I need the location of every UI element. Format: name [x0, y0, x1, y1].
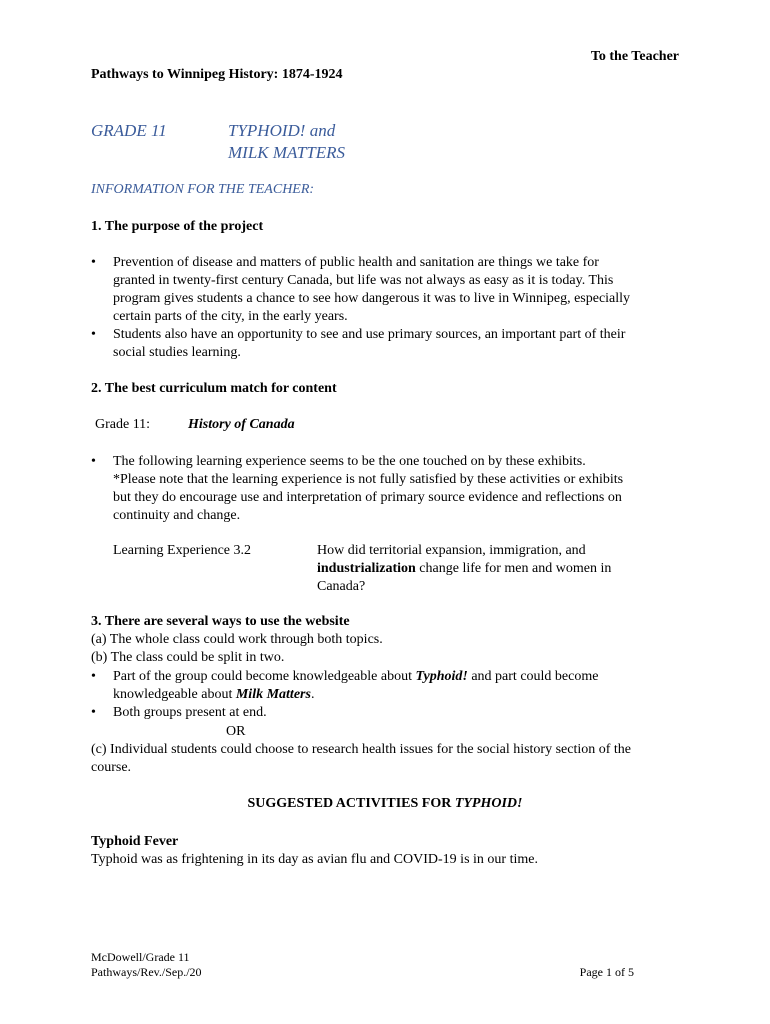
list-item: [91, 453, 681, 525]
footer-left: [91, 950, 202, 980]
section1-bullets: [91, 254, 681, 362]
text-line: Students also have an opportunity to see and use primary sources, an important part of their: [113, 327, 626, 342]
bullet-icon: •: [91, 705, 96, 720]
section2-heading: 2. The best curriculum match for content: [91, 381, 337, 396]
list-item: [91, 668, 681, 704]
topic-title-line1: TYPHOID! and: [228, 121, 336, 140]
typhoid-text: Typhoid was as frightening in its day as avian flu and COVID-19 is in our time.: [91, 852, 538, 867]
text-fragment: and part could become: [467, 669, 599, 684]
typhoid-heading: Typhoid Fever: [91, 834, 179, 849]
bullet-icon: •: [91, 255, 96, 270]
text-line: [317, 560, 677, 578]
list-item: [91, 254, 681, 326]
text-line: The following learning experience seems to be the one touched on by these exhibits.: [113, 454, 586, 469]
text-line: certain parts of the city, in the early years.: [113, 309, 348, 324]
header-right: To the Teacher: [590, 49, 679, 64]
learning-experience-text: [317, 542, 677, 596]
text-line: but they do encourage use and interpretation of primary source evidence and reflections on: [113, 490, 622, 505]
grade-label: Grade 11:: [95, 417, 151, 432]
text-line: *Please note that the learning experience is not fully satisfied by these activities or exhibits: [113, 472, 624, 487]
text-line: [113, 686, 681, 704]
section3-bullets: [91, 668, 681, 722]
text-fragment: change life for men and women in: [415, 561, 612, 576]
emphasis: Milk Matters: [235, 687, 311, 702]
info-heading: INFORMATION FOR THE TEACHER:: [91, 182, 315, 197]
grade-title: GRADE 11: [91, 121, 167, 140]
text-line: How did territorial expansion, immigration, and: [317, 543, 586, 558]
or-separator: OR: [226, 724, 246, 739]
section1-heading: 1. The purpose of the project: [91, 219, 264, 234]
text-line: Canada?: [317, 579, 366, 594]
text-line: Both groups present at end.: [113, 705, 267, 720]
text-line: [113, 668, 681, 686]
option-c-line1: (c) Individual students could choose to research health issues for the social history section of the: [91, 742, 632, 757]
page-number: Page 1 of 5: [579, 965, 634, 979]
suggested-activities-heading: [0, 795, 770, 813]
option-c-line2: course.: [91, 760, 132, 775]
list-item: [91, 704, 681, 722]
bullet-icon: •: [91, 327, 96, 342]
footer-line: Pathways/Rev./Sep./20: [91, 965, 202, 979]
header-left: Pathways to Winnipeg History: 1874-1924: [91, 67, 343, 82]
text-fragment: knowledgeable about: [113, 687, 236, 702]
text-line: continuity and change.: [113, 508, 241, 523]
text-line: social studies learning.: [113, 345, 241, 360]
option-a: (a) The whole class could work through both topics.: [91, 632, 383, 647]
bullet-icon: •: [91, 454, 96, 469]
text-fragment: Part of the group could become knowledgeable about: [113, 669, 416, 684]
emphasis: Typhoid!: [415, 669, 468, 684]
bullet-icon: •: [91, 669, 96, 684]
learning-experience-label: Learning Experience 3.2: [113, 543, 251, 558]
text-fragment: .: [310, 687, 315, 702]
text-line: granted in twenty-first century Canada, but life was not always as easy as it is today. This: [113, 273, 614, 288]
list-item: [91, 326, 681, 362]
text-fragment: SUGGESTED ACTIVITIES FOR: [247, 796, 455, 811]
topic-title-line2: MILK MATTERS: [228, 143, 345, 162]
text-line: program gives students a chance to see how dangerous it was to live in Winnipeg, especially: [113, 291, 631, 306]
topic-title: [228, 120, 345, 164]
course-name: History of Canada: [188, 417, 295, 432]
section2-bullets: [91, 453, 681, 525]
text-line: Prevention of disease and matters of public health and sanitation are things we take for: [113, 255, 599, 270]
emphasis: TYPHOID!: [454, 796, 523, 811]
section3-heading: 3. There are several ways to use the website: [91, 614, 350, 629]
bold-term: industrialization: [317, 561, 416, 576]
option-b: (b) The class could be split in two.: [91, 650, 285, 665]
footer-line: McDowell/Grade 11: [91, 950, 190, 964]
